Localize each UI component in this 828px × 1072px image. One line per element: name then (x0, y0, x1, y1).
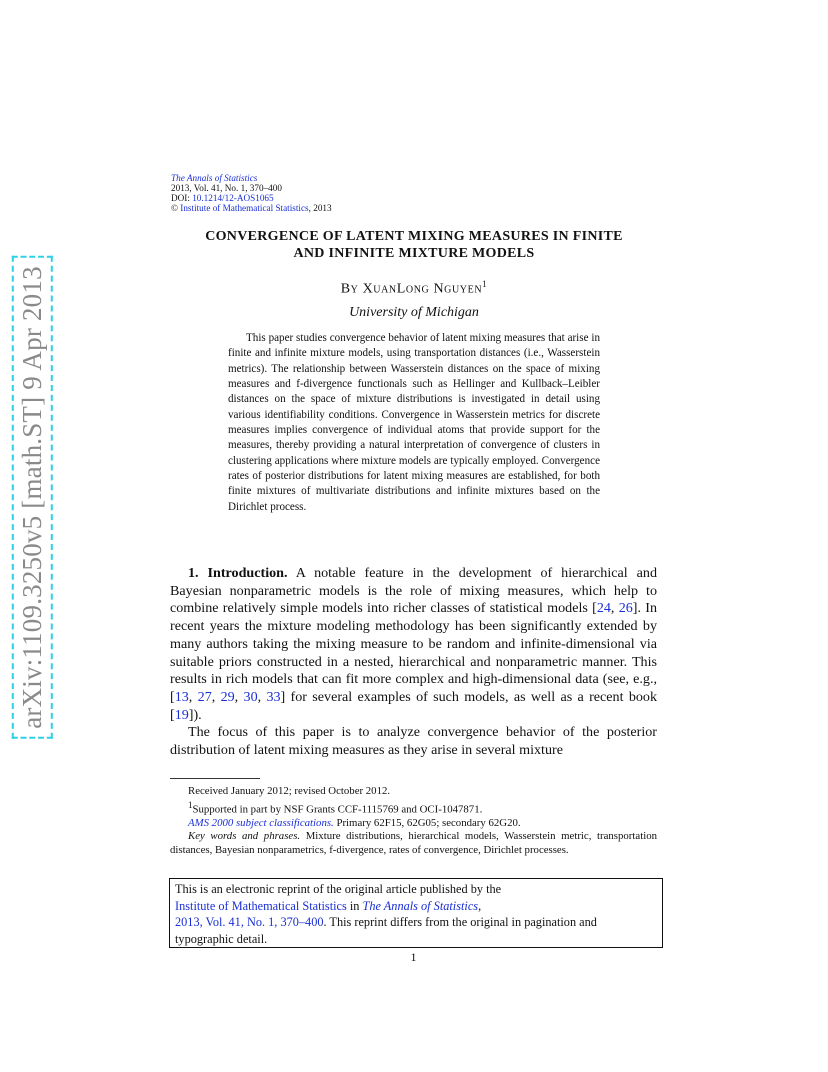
section-heading: 1. Introduction. (188, 565, 288, 581)
journal-header (171, 173, 332, 213)
page-number: 1 (410, 950, 417, 964)
body-text (170, 565, 657, 760)
citation-link-24[interactable]: 24 (596, 600, 611, 617)
reprint-journal-link[interactable]: The Annals of Statistics (362, 898, 479, 913)
author-footnote-mark: 1 (482, 279, 488, 289)
ams-link[interactable]: AMS 2000 subject classifications. (188, 816, 334, 829)
citation-link-33[interactable]: 33 (266, 688, 281, 705)
title-line-1: CONVERGENCE OF LATENT MIXING MEASURES IN FINITE (205, 229, 623, 244)
ams-classification: AMS 2000 subject classifications. Primary 62F15, 62G05; secondary 62G20. (188, 816, 521, 829)
reprint-notice-box: This is an electronic reprint of the original article published by the Institute of Mathematical Statistics in The Annals of Statistics, 2013, Vol. 41, No. 1, 370–400. This reprint differs from the original in pagination and typographic detail. (169, 878, 663, 948)
citation-link-27[interactable]: 27 (197, 688, 212, 705)
citation-link-26[interactable]: 26 (618, 600, 633, 617)
publisher-link[interactable]: Institute of Mathematical Statistics (180, 203, 309, 213)
citation-link-13[interactable]: 13 (174, 688, 189, 705)
arxiv-sidebar (14, 258, 50, 736)
citation-link-29[interactable]: 29 (220, 688, 235, 705)
title-line-2: AND INFINITE MIXTURE MODELS (293, 246, 535, 261)
intro-paragraph-1: 1. Introduction. A notable feature in the development of hierarchical and Bayesian nonparametric models is the role of mixing measures, which help to combine relatively simple models into richer classes of statistical models [24, 26]. In recent years the mixture modeling methodology has been significantly extended by many authors taking the mixing measure to be random and infinite-dimensional via suitable priors constructed in a nested, hierarchical and nonparametric manner. This results in rich models that can fit more complex and high-dimensional data (see, e.g., [13, 27, 29, 30, 33] for several examples of such models, as well as a recent book [19]). (170, 565, 658, 723)
author-name: By XuanLong Nguyen (340, 281, 483, 297)
reprint-citation-link[interactable]: 2013, Vol. 41, No. 1, 370–400 (175, 915, 324, 929)
intro-paragraph-2: The focus of this paper is to analyze convergence behavior of the posterior distribution of latent mixing measures as they arise in several mixture (170, 724, 657, 759)
citation-link-19[interactable]: 19 (174, 706, 189, 723)
arxiv-identifier[interactable]: arXiv:1109.3250v5 [math.ST] 9 Apr 2013 (16, 260, 49, 735)
paper-title (170, 228, 658, 262)
reprint-publisher-link[interactable]: Institute of Mathematical Statistics (175, 898, 347, 913)
abstract: This paper studies convergence behavior of latent mixing measures that arise in finite and infinite mixture models, using transportation distances (i.e., Wasserstein metrics). The relationship between Wasserstein distances on the space of mixing measures and f-divergence functionals such as Hellinger and Kullback–Leibler distances on the space of mixture distributions is investigated in detail using various identifiability conditions. Convergence in Wasserstein metrics for discrete measures implies convergence of individual atoms that provide support for the measures, thereby providing a natural interpretation of convergence of clusters in clustering applications where mixture models are typically employed. Convergence rates of posterior distributions for latent mixing measures are established, for both finite mixtures of multivariate distributions and infinite mixtures based on the Dirichlet process. (228, 332, 600, 513)
author-line (170, 279, 658, 298)
copyright-year: , 2013 (308, 203, 332, 213)
author-affiliation: University of Michigan (349, 305, 479, 320)
journal-name-link[interactable]: The Annals of Statistics (171, 173, 258, 183)
journal-volume: 2013, Vol. 41, No. 1, 370–400 (171, 183, 282, 193)
copyright-icon: © (171, 203, 178, 213)
citation-link-30[interactable]: 30 (243, 688, 258, 705)
doi-label: DOI: (171, 193, 193, 203)
received-note: Received January 2012; revised October 2012. (188, 785, 391, 797)
footnote-rule (170, 778, 260, 779)
support-note: $^1$Supported in part by NSF Grants CCF-1115769 and OCI-1047871. (188, 799, 483, 816)
doi-link[interactable]: 10.1214/12-AOS1065 (192, 193, 274, 203)
footnotes (170, 785, 657, 858)
keywords: Key words and phrases. Mixture distributions, hierarchical models, Wasserstein metric, transportation distances, Bayesian nonparametrics, f-divergence, rates of convergence, Dirichlet processes. (170, 830, 657, 856)
